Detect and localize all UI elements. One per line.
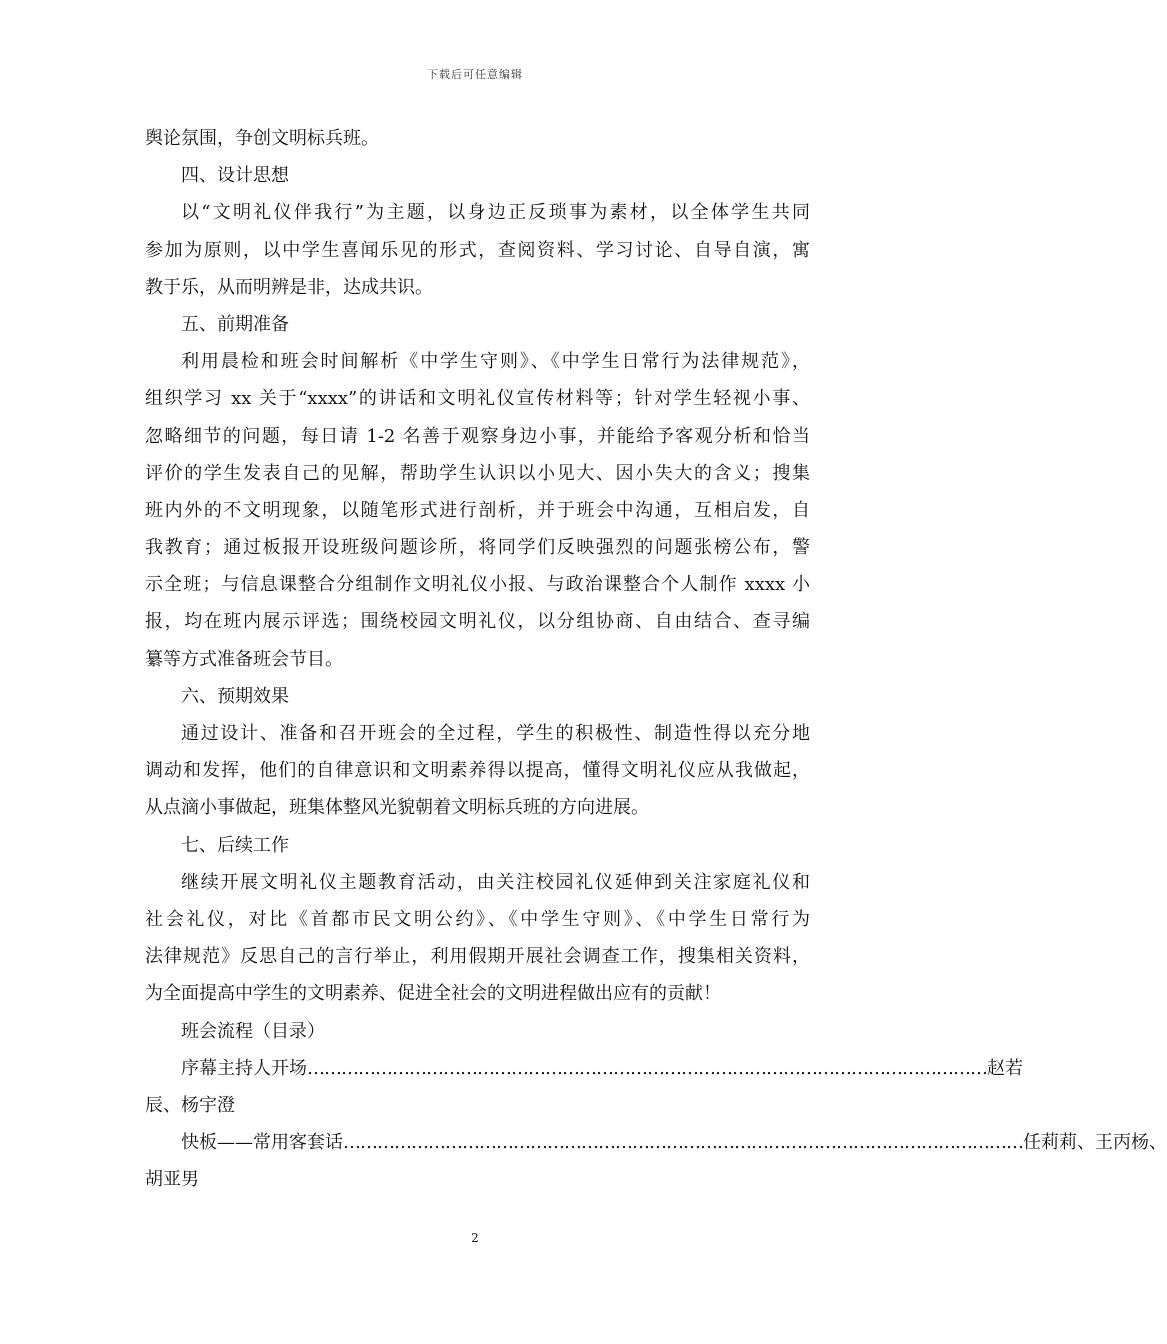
toc-entry xyxy=(145,1124,1167,1161)
paragraph-line: 调动和发挥，他们的自律意识和文明素养得以提高，懂得文明礼仪应从我做起， xyxy=(145,760,810,782)
toc-entry-continuation: 胡亚男 xyxy=(145,1169,199,1191)
section-heading: 五、前期准备 xyxy=(181,313,289,335)
paragraph-line: 示全班；与信息课整合分组制作文明礼仪小报、与政治课整合个人制作 xxxx 小 xyxy=(145,574,810,596)
paragraph-line: 我教育；通过板报开设班级问题诊所，将同学们反映强烈的问题张榜公布，警 xyxy=(145,537,810,559)
paragraph-line: 为全面提高中学生的文明素养、促进全社会的文明进程做出应有的贡献！ xyxy=(145,983,721,1005)
paragraph-line: 利用晨检和班会时间解析《中学生守则》、《中学生日常行为法律规范》， xyxy=(181,351,810,373)
paragraph-line: 班内外的不文明现象，以随笔形式进行剖析，并于班会中沟通，互相启发，自 xyxy=(145,499,810,521)
paragraph-line: 法律规范》反思自己的言行举止，利用假期开展社会调查工作，搜集相关资料， xyxy=(145,946,810,968)
paragraph-line: 以“文明礼仪伴我行”为主题，以身边正反琐事为素材，以全体学生共同 xyxy=(181,202,810,224)
section-heading: 六、预期效果 xyxy=(181,685,289,707)
toc-entry-title: 序幕主持人开场 xyxy=(181,1057,307,1079)
toc-entry-names: 任莉莉、王丙杨、 xyxy=(1023,1132,1167,1154)
paragraph-line: 参加为原则，以中学生喜闻乐见的形式，查阅资料、学习讨论、自导自演，寓 xyxy=(145,239,810,261)
toc-entry-continuation: 辰、杨宇澄 xyxy=(145,1094,235,1116)
paragraph-line: 忽略细节的问题，每日请 1-2 名善于观察身边小事，并能给予客观分析和恰当 xyxy=(145,425,810,447)
paragraph-line: 舆论氛围，争创文明标兵班。 xyxy=(145,128,379,149)
section-heading: 四、设计思想 xyxy=(181,165,289,187)
section-heading: 七、后续工作 xyxy=(181,834,289,856)
toc-leader-dots: ………………………………………………………………………………………………………… xyxy=(307,1057,987,1079)
paragraph-line: 教于乐，从而明辨是非，达成共识。 xyxy=(145,276,433,298)
paragraph-line: 通过设计、准备和召开班会的全过程，学生的积极性、制造性得以充分地 xyxy=(181,723,810,744)
paragraph-line: 纂等方式准备班会节目。 xyxy=(145,648,343,670)
toc-entry xyxy=(145,1050,1023,1087)
document-body xyxy=(145,120,1167,1198)
page-number: 2 xyxy=(471,1231,479,1245)
paragraph-line: 评价的学生发表自己的见解，帮助学生认识以小见大、因小失大的含义；搜集 xyxy=(145,462,810,484)
toc-entry-names: 赵若 xyxy=(987,1057,1023,1079)
paragraph-line: 社会礼仪，对比《首都市民文明公约》、《中学生守则》、《中学生日常行为 xyxy=(145,908,810,930)
toc-leader-dots: ………………………………………………………………………………………………………… xyxy=(343,1132,1023,1154)
paragraph-line: 继续开展文明礼仪主题教育活动，由关注校园礼仪延伸到关注家庭礼仪和 xyxy=(181,871,810,893)
page-header: 下载后可任意编辑 xyxy=(427,68,523,81)
toc-entry-title: 快板——常用客套话 xyxy=(181,1132,343,1154)
paragraph-line: 组织学习 xx 关于“xxxx”的讲话和文明礼仪宣传材料等；针对学生轻视小事、 xyxy=(145,388,810,410)
paragraph-line: 报，均在班内展示评选；围绕校园文明礼仪，以分组协商、自由结合、查寻编 xyxy=(145,611,810,633)
paragraph-line: 从点滴小事做起，班集体整风光貌朝着文明标兵班的方向进展。 xyxy=(145,797,649,819)
toc-title: 班会流程（目录） xyxy=(181,1020,325,1042)
